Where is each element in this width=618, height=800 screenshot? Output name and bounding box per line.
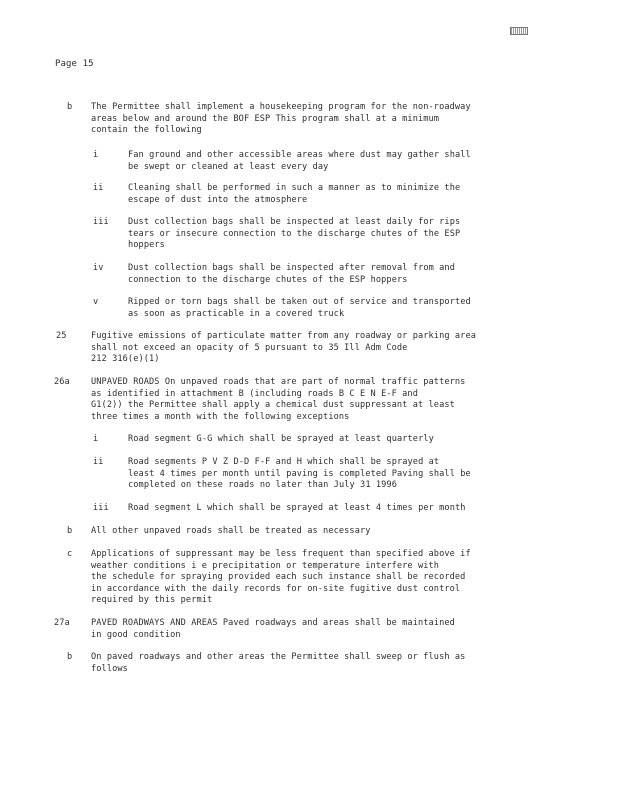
text-line: Cleaning shall be performed in such a manner as to minimize the	[128, 183, 461, 193]
paragraph-text	[128, 297, 471, 320]
text-line: 212 316(e)(1)	[91, 354, 160, 364]
paragraph-text	[128, 217, 460, 252]
text-line: UNPAVED ROADS On unpaved roads that are part of normal traffic patterns	[91, 377, 466, 387]
text-line: Dust collection bags shall be inspected at least daily for rips	[128, 217, 461, 227]
paragraph-marker: b	[67, 526, 73, 536]
text-line: Road segments P V Z D-D F-F and H which shall be sprayed at	[128, 457, 440, 467]
text-line: PAVED ROADWAYS AND AREAS Paved roadways and areas shall be maintained	[91, 618, 455, 628]
text-line: follows	[91, 663, 128, 674]
paragraph-text	[91, 526, 371, 538]
text-line: Fan ground and other accessible areas where dust may gather shall	[128, 150, 471, 160]
text-line: weather conditions i e precipitation or temperature interfere with	[91, 560, 440, 571]
paragraph-text	[128, 150, 471, 173]
text-line: tears or insecure connection to the discharge chutes of the ESP	[128, 228, 461, 239]
paragraph-marker: 25	[56, 331, 67, 341]
text-line: three times a month with the following exceptions	[91, 411, 350, 422]
text-line: least 4 times per month until paving is completed Paving shall be	[128, 468, 471, 479]
paragraph-text	[91, 652, 465, 675]
paragraph-marker: iii	[93, 503, 109, 513]
paragraph-text	[91, 618, 455, 641]
text-line: in accordance with the daily records for on-site fugitive dust control	[91, 583, 461, 594]
paragraph-marker: ii	[93, 183, 104, 193]
text-line: completed on these roads no later than July 31 1996	[128, 480, 397, 490]
paragraph-marker: b	[67, 652, 73, 662]
text-line: in good condition	[91, 629, 181, 640]
paragraph-marker: b	[67, 102, 73, 112]
paragraph-marker: v	[93, 297, 99, 307]
paragraph-marker: i	[93, 434, 99, 444]
text-line: hoppers	[128, 240, 165, 250]
paragraph-marker: 26a	[54, 377, 70, 387]
text-line: Dust collection bags shall be inspected after removal from and	[128, 263, 455, 273]
text-line: Applications of suppressant may be less frequent than specified above if	[91, 549, 471, 559]
text-line: Road segment G-G which shall be sprayed at least quarterly	[128, 434, 434, 444]
paragraph-marker: c	[67, 549, 73, 559]
page-label: Page 15	[55, 59, 94, 69]
text-line: Ripped or torn bags shall be taken out of service and transported	[128, 297, 471, 307]
paragraph-text	[128, 183, 460, 206]
text-line: The Permittee shall implement a housekeeping program for the non-roadway	[91, 102, 471, 112]
paragraph-text	[128, 503, 466, 515]
text-line: shall not exceed an opacity of 5 pursuant to 35 Ill Adm Code	[91, 342, 408, 353]
text-line: escape of dust into the atmosphere	[128, 194, 308, 205]
text-line: On paved roadways and other areas the Permittee shall sweep or flush as	[91, 652, 466, 662]
paragraph-marker: 27a	[54, 618, 70, 628]
paragraph-text	[91, 102, 471, 137]
text-line: be swept or cleaned at least every day	[128, 161, 329, 172]
paragraph-text	[91, 549, 471, 607]
text-line: Fugitive emissions of particulate matter from any roadway or parking area	[91, 331, 476, 341]
paragraph-marker: ii	[93, 457, 104, 467]
paragraph-marker: iii	[93, 217, 109, 227]
text-line: areas below and around the BOF ESP This program shall at a minimum	[91, 113, 440, 124]
paragraph-text	[91, 331, 476, 366]
paragraph-marker: i	[93, 150, 99, 160]
text-line: the schedule for spraying provided each such instance shall be recorded	[91, 572, 466, 582]
text-line: All other unpaved roads shall be treated as necessary	[91, 526, 371, 536]
document-stamp	[510, 27, 528, 35]
text-line: as identified in attachment B (including roads B C E N E-F and	[91, 388, 418, 399]
text-line: required by this permit	[91, 595, 213, 605]
paragraph-text	[128, 434, 434, 446]
text-line: as soon as practicable in a covered truck	[128, 308, 345, 319]
text-line: Road segment L which shall be sprayed at least 4 times per month	[128, 503, 466, 513]
paragraph-text	[128, 263, 455, 286]
text-line: contain the following	[91, 125, 202, 135]
text-line: G1(2)) the Permittee shall apply a chemical dust suppressant at least	[91, 400, 455, 410]
paragraph-text	[91, 377, 465, 423]
paragraph-text	[128, 457, 471, 492]
paragraph-marker: iv	[93, 263, 104, 273]
text-line: connection to the discharge chutes of the ESP hoppers	[128, 274, 408, 285]
